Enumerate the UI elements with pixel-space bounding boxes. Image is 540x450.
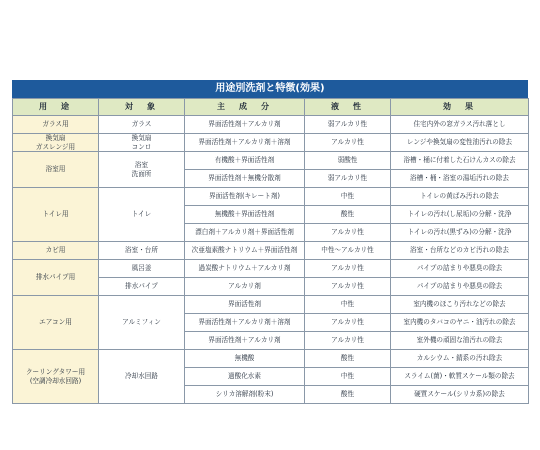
ph-cell: アルカリ性 [305, 332, 391, 350]
effect-cell: トイレの汚れ(黒ずみ)の分解・洗浄 [391, 224, 529, 242]
target-cell: 浴室・台所 [99, 242, 185, 260]
table-row [13, 188, 529, 206]
ph-cell: 弱アルカリ性 [305, 116, 391, 134]
component-cell: 過炭酸ナトリウム＋アルカリ剤 [185, 260, 305, 278]
ph-cell: 酸性 [305, 386, 391, 404]
table-row [13, 116, 529, 134]
header-usage: 用 途 [13, 99, 99, 116]
effect-cell: 住宅内外の窓ガラス汚れ落とし [391, 116, 529, 134]
component-cell: シリカ溶解剤(粉末) [185, 386, 305, 404]
component-cell: 界面活性剤＋アルカリ剤＋溶剤 [185, 134, 305, 152]
usage-cell: カビ用 [13, 242, 99, 260]
target-cell: 浴室 洗面所 [99, 152, 185, 188]
effect-cell: 浴槽・桶・浴室の湯垢汚れの除去 [391, 170, 529, 188]
table-row [13, 152, 529, 170]
header-row [13, 99, 529, 116]
ph-cell: アルカリ性 [305, 134, 391, 152]
usage-cell: 換気扇 ガスレンジ用 [13, 134, 99, 152]
table-title: 用途別洗剤と特徴(効果) [12, 80, 528, 98]
usage-cell: トイレ用 [13, 188, 99, 242]
target-cell: アルミフィン [99, 296, 185, 350]
usage-cell: エアコン用 [13, 296, 99, 350]
effect-cell: 室内機のタバコのヤニ・油汚れの除去 [391, 314, 529, 332]
target-cell: 風呂釜 [99, 260, 185, 278]
effect-cell: 硬質スケール(シリカ系)の除去 [391, 386, 529, 404]
detergent-table-panel [12, 80, 528, 404]
target-cell: トイレ [99, 188, 185, 242]
header-target: 対 象 [99, 99, 185, 116]
ph-cell: 酸性 [305, 350, 391, 368]
usage-cell: クーリングタワー用 (空調冷却水回路) [13, 350, 99, 404]
table-row [13, 134, 529, 152]
effect-cell: レンジや換気扇の変性油汚れの除去 [391, 134, 529, 152]
effect-cell: トイレの黄ばみ汚れの除去 [391, 188, 529, 206]
ph-cell: 中性 [305, 368, 391, 386]
component-cell: 界面活性剤 [185, 296, 305, 314]
ph-cell: 酸性 [305, 206, 391, 224]
ph-cell: アルカリ性 [305, 314, 391, 332]
ph-cell: 中性～アルカリ性 [305, 242, 391, 260]
ph-cell: アルカリ性 [305, 260, 391, 278]
ph-cell: アルカリ性 [305, 278, 391, 296]
ph-cell: 中性 [305, 296, 391, 314]
effect-cell: トイレの汚れ(し尿垢)の分解・洗浄 [391, 206, 529, 224]
ph-cell: アルカリ性 [305, 224, 391, 242]
component-cell: 漂白剤＋アルカリ剤＋界面活性剤 [185, 224, 305, 242]
component-cell: アルカリ剤 [185, 278, 305, 296]
effect-cell: パイプの詰まりや悪臭の除去 [391, 260, 529, 278]
header-ph: 液 性 [305, 99, 391, 116]
target-cell: 換気扇 コンロ [99, 134, 185, 152]
component-cell: 界面活性剤(キレート剤) [185, 188, 305, 206]
ph-cell: 弱酸性 [305, 152, 391, 170]
component-cell: 界面活性剤＋無機分散剤 [185, 170, 305, 188]
component-cell: 無機酸＋界面活性剤 [185, 206, 305, 224]
usage-cell: ガラス用 [13, 116, 99, 134]
effect-cell: 浴槽・桶に付着した石けんカスの除去 [391, 152, 529, 170]
target-cell: ガラス [99, 116, 185, 134]
ph-cell: 中性 [305, 188, 391, 206]
effect-cell: スライム(菌)・軟質スケール類の除去 [391, 368, 529, 386]
header-component: 主 成 分 [185, 99, 305, 116]
component-cell: 過酸化水素 [185, 368, 305, 386]
effect-cell: 室内機のほこり汚れなどの除去 [391, 296, 529, 314]
effect-cell: 室外機の頑固な油汚れの除去 [391, 332, 529, 350]
component-cell: 界面活性剤＋アルカリ剤 [185, 116, 305, 134]
detergent-table [12, 98, 529, 404]
target-cell: 排水パイプ [99, 278, 185, 296]
component-cell: 界面活性剤＋アルカリ剤＋溶剤 [185, 314, 305, 332]
target-cell: 冷却水回路 [99, 350, 185, 404]
component-cell: 無機酸 [185, 350, 305, 368]
table-row [13, 350, 529, 368]
table-row [13, 260, 529, 278]
component-cell: 次亜塩素酸ナトリウム＋界面活性剤 [185, 242, 305, 260]
effect-cell: カルシウム・錆系の汚れ除去 [391, 350, 529, 368]
ph-cell: 弱アルカリ性 [305, 170, 391, 188]
effect-cell: 浴室・台所などのカビ汚れの除去 [391, 242, 529, 260]
table-body [13, 116, 529, 404]
effect-cell: パイプの詰まりや悪臭の除去 [391, 278, 529, 296]
table-row [13, 242, 529, 260]
table-row [13, 296, 529, 314]
component-cell: 有機酸＋界面活性剤 [185, 152, 305, 170]
usage-cell: 浴室用 [13, 152, 99, 188]
usage-cell: 排水パイプ用 [13, 260, 99, 296]
header-effect: 効 果 [391, 99, 529, 116]
component-cell: 界面活性剤＋アルカリ剤 [185, 332, 305, 350]
